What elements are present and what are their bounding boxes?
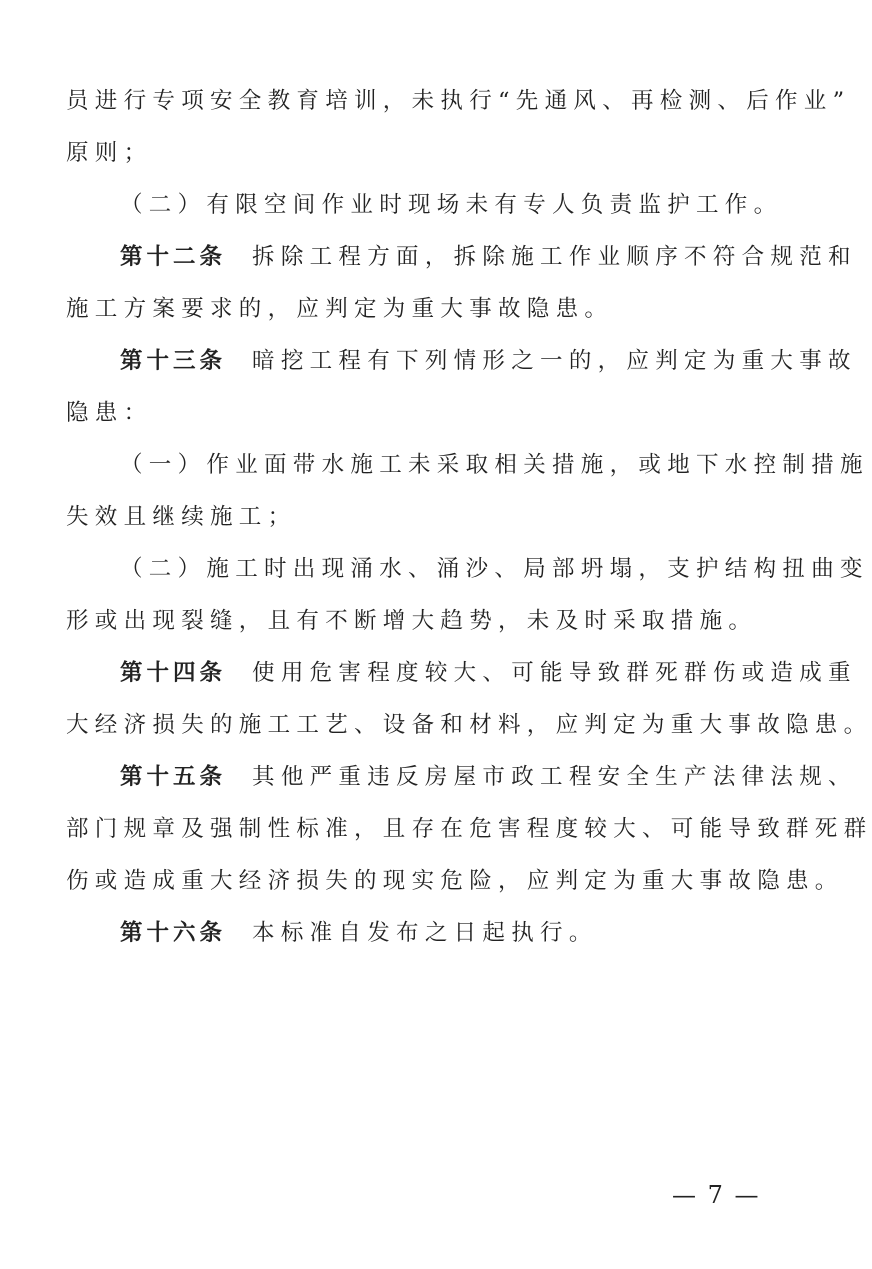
paragraph-line: 员进行专项安全教育培训，未执行“先通风、再检测、后作业”	[66, 88, 851, 114]
paragraph-line: 大经济损失的施工工艺、设备和材料，应判定为重大事故隐患。	[66, 712, 872, 738]
article-text: 使用危害程度较大、可能导致群死群伤或造成重	[252, 660, 857, 686]
page-number: — 7 —	[672, 1181, 761, 1209]
article-16	[120, 918, 794, 948]
article-text: 拆除工程方面，拆除施工作业顺序不符合规范和	[252, 244, 857, 270]
paragraph-line: 施工方案要求的，应判定为重大事故隐患。	[66, 296, 614, 322]
paragraph-line: 形或出现裂缝，且有不断增大趋势，未及时采取措施。	[66, 608, 758, 634]
paragraph-line: 伤或造成重大经济损失的现实危险，应判定为重大事故隐患。	[66, 868, 844, 894]
article-15	[120, 762, 857, 792]
paragraph-line: 部门规章及强制性标准，且存在危害程度较大、可能导致群死群	[66, 816, 872, 842]
article-text: 暗挖工程有下列情形之一的，应判定为重大事故	[252, 348, 857, 374]
list-item: （一）作业面带水施工未采取相关措施，或地下水控制措施	[120, 452, 869, 478]
article-text: 其他严重违反房屋市政工程安全生产法律法规、	[252, 764, 857, 790]
paragraph-line: 失效且继续施工；	[66, 504, 297, 530]
article-14	[120, 658, 857, 688]
article-heading: 第十四条	[120, 660, 227, 686]
list-item: （二）施工时出现涌水、涌沙、局部坍塌，支护结构扭曲变	[120, 556, 869, 582]
article-13	[120, 346, 857, 376]
list-item: （二）有限空间作业时现场未有专人负责监护工作。	[120, 192, 783, 218]
article-heading: 第十六条	[120, 920, 227, 946]
article-text: 本标准自发布之日起执行。	[252, 920, 598, 946]
article-heading: 第十二条	[120, 244, 227, 270]
paragraph-line: 原则；	[66, 140, 153, 166]
article-heading: 第十三条	[120, 348, 227, 374]
paragraph-line: 隐患：	[66, 400, 153, 426]
article-12	[120, 242, 857, 272]
article-heading: 第十五条	[120, 764, 227, 790]
